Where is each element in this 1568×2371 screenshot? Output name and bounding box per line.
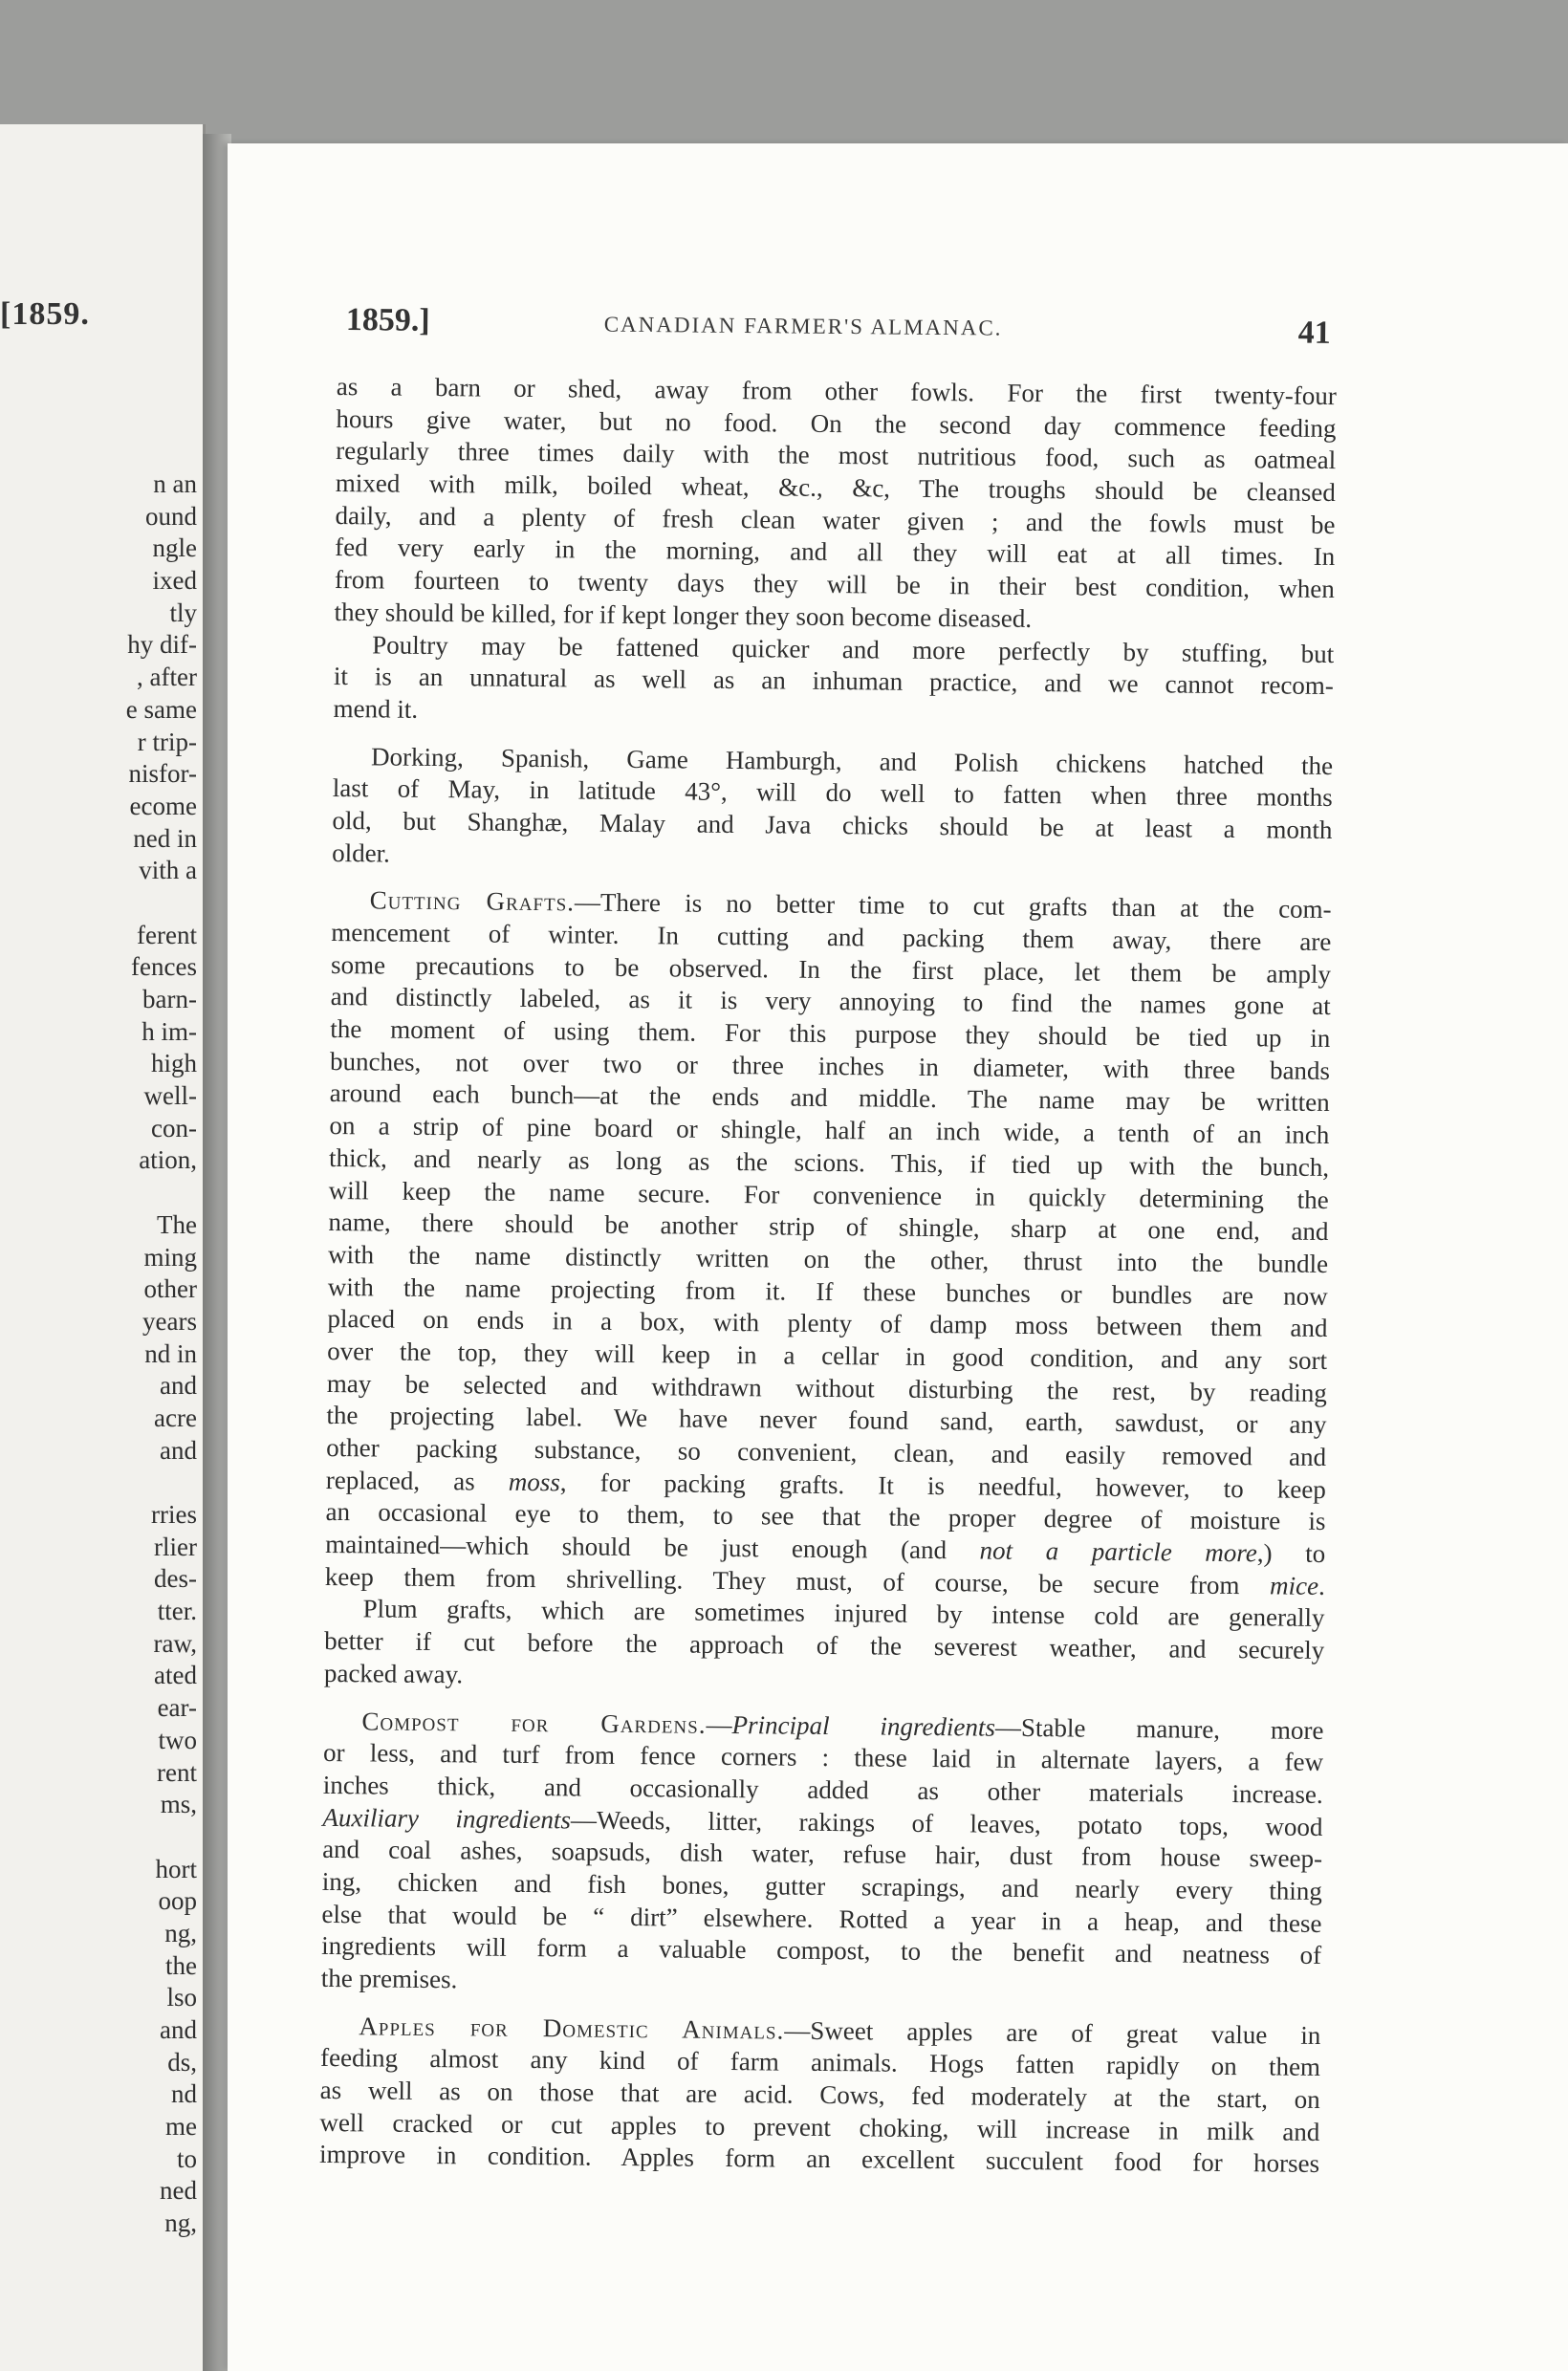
text-line: improve in condition. Apples form an excellent succulent food for horses bbox=[318, 2140, 1320, 2179]
text-line: may be selected and withdrawn without disturbing the rest, by reading bbox=[326, 1368, 1327, 1407]
text-line: the projecting label. We have never found sand, earth, sawdust, or any bbox=[326, 1401, 1327, 1440]
left-fragment-line: other bbox=[143, 1274, 197, 1304]
text-line: Dorking, Spanish, Game Hamburgh, and Polish chickens hatched the bbox=[370, 741, 1334, 780]
text-line: Poultry may be fattened quicker and more perfectly by stuffing, but bbox=[372, 629, 1335, 668]
text-line: on a strip of pine board or shingle, half an inch wide, a tenth of an inch bbox=[329, 1111, 1330, 1150]
left-fragment-line: h im- bbox=[142, 1016, 197, 1046]
left-fragment-line: high bbox=[150, 1049, 197, 1078]
text-line: better if cut before the approach of the severest weather, and securely bbox=[324, 1626, 1325, 1665]
text-line: mencement of winter. In cutting and packing them away, there are bbox=[331, 917, 1332, 957]
left-fragment-line: two bbox=[158, 1725, 197, 1754]
section-heading-cutting-grafts: Cutting Grafts. bbox=[369, 885, 576, 917]
section-cutting-grafts bbox=[325, 884, 1332, 1602]
text-line: they should be killed, for if kept longer they soon become diseased. bbox=[334, 597, 1033, 633]
left-fragment-line bbox=[0, 1821, 197, 1854]
left-fragment-line: vith a bbox=[139, 856, 197, 885]
left-fragment-line: well- bbox=[143, 1081, 197, 1111]
text-line: mend it. bbox=[333, 693, 419, 724]
section-heading-compost: Compost for Gardens. bbox=[361, 1706, 707, 1739]
text-line: last of May, in latitude 43°, will do well to fatten when three months bbox=[332, 773, 1333, 813]
text-line: it is an unnatural as well as an inhuman practice, and we cannot recom- bbox=[333, 662, 1335, 701]
text-line: Plum grafts, which are sometimes injured by intense cold are generally bbox=[362, 1594, 1325, 1633]
text-line: regularly three times daily with the most nutritious food, such as oatmeal bbox=[336, 436, 1337, 475]
text-line: some precautions to be observed. In the first place, let them be amply bbox=[330, 949, 1332, 989]
text-line: and coal ashes, soapsuds, dish water, refuse hair, dust from house sweep- bbox=[322, 1835, 1323, 1874]
left-fragment-line: ated bbox=[154, 1661, 197, 1690]
left-fragment-line: rlier bbox=[154, 1532, 197, 1561]
left-fragment-line: nd bbox=[171, 2079, 197, 2109]
left-fragment-line: nd in bbox=[144, 1338, 197, 1368]
left-fragment-line: nisfor- bbox=[128, 759, 197, 789]
paragraph-plum-grafts bbox=[324, 1593, 1325, 1699]
page-number: 41 bbox=[1297, 315, 1331, 351]
text-line: Apples for Domestic Animals.—Sweet apples are of great value in bbox=[359, 2011, 1321, 2050]
header-year: 1859.] bbox=[345, 302, 430, 338]
section-heading-apples: Apples for Domestic Animals. bbox=[359, 2011, 785, 2045]
text-line: else that would be “ dirt” elsewhere. Rotted a year in a heap, and these bbox=[321, 1899, 1322, 1938]
left-fragment-line: tly bbox=[169, 598, 197, 627]
left-fragment-line: me bbox=[165, 2112, 197, 2142]
text-line: and distinctly labeled, as it is very annoying to find the names gone at bbox=[330, 982, 1331, 1021]
text-line: will keep the name secure. For convenience in quickly determining the bbox=[328, 1175, 1329, 1214]
text-line: Compost for Gardens.—Principal ingredients—Stable manure, more bbox=[361, 1706, 1324, 1745]
text-line: ing, chicken and fish bones, gutter scrapings, and nearly every thing bbox=[321, 1866, 1322, 1905]
text-line: with the name distinctly written on the other, thrust into the bundle bbox=[327, 1239, 1329, 1278]
text-line: the premises. bbox=[320, 1963, 458, 1994]
left-fragment-line: and bbox=[160, 2015, 197, 2044]
header-title: CANADIAN FARMER'S ALMANAC. bbox=[603, 312, 1003, 340]
left-fragment-line: years bbox=[142, 1306, 197, 1336]
text-line: fed very early in the morning, and all they will eat at all times. In bbox=[335, 533, 1336, 572]
text-line: keep them from shrivelling. They must, of course, be secure from mice. bbox=[324, 1561, 1325, 1600]
text-line: Cutting Grafts.—There is no better time to cut grafts than at the com- bbox=[369, 885, 1332, 924]
text-line: as a barn or shed, away from other fowls. For the first twenty-four bbox=[336, 371, 1337, 411]
left-fragment-line bbox=[0, 1177, 197, 1209]
text-line: replaced, as moss, for packing grafts. It is needful, however, to keep bbox=[325, 1465, 1326, 1504]
left-fragment-line: ms, bbox=[160, 1790, 197, 1819]
left-fragment-line: des- bbox=[154, 1564, 197, 1594]
left-fragment-line: and bbox=[160, 1371, 197, 1401]
left-fragment-line: ngle bbox=[152, 533, 197, 563]
text-line: old, but Shanghæ, Malay and Java chicks should be at least a month bbox=[332, 805, 1333, 844]
section-apples-for-domestic-animals bbox=[319, 2011, 1321, 2181]
text-line: over the top, they will keep in a cellar in good condition, and any sort bbox=[327, 1336, 1328, 1375]
left-fragment-line: raw, bbox=[153, 1628, 197, 1658]
text-line: other packing substance, so convenient, clean, and easily removed and bbox=[326, 1432, 1327, 1471]
text-line: the moment of using them. For this purpose they should be tied up in bbox=[330, 1014, 1331, 1054]
paragraph-chicken-breeds bbox=[332, 741, 1333, 880]
left-fragment-line: n an bbox=[153, 469, 197, 498]
left-fragment-line: ferent bbox=[137, 920, 197, 949]
left-fragment-line: ng, bbox=[164, 2208, 197, 2238]
text-line: daily, and a plenty of fresh clean water given ; and the fowls must be bbox=[335, 500, 1336, 539]
text-line: mixed with milk, boiled wheat, &c., &c, The troughs should be cleansed bbox=[335, 468, 1336, 508]
text-line: maintained—which should be just enough (and not a particle more,) to bbox=[325, 1530, 1326, 1569]
left-fragment-line: oop bbox=[158, 1886, 197, 1916]
text-line: ingredients will form a valuable compost, to the benefit and neatness of bbox=[321, 1931, 1322, 1970]
left-fragment-line: con- bbox=[151, 1113, 197, 1142]
left-fragment-line: The bbox=[157, 1209, 197, 1239]
left-page-header: [1859. bbox=[0, 296, 90, 332]
text-line: Auxiliary ingredients—Weeds, litter, rakings of leaves, potato tops, wood bbox=[322, 1802, 1323, 1841]
left-fragment-line: ng, bbox=[164, 1918, 197, 1947]
left-fragment-line bbox=[0, 887, 197, 920]
left-fragment-line: acre bbox=[154, 1403, 197, 1432]
left-fragment-line: ation, bbox=[139, 1145, 197, 1175]
left-fragment-line: ear- bbox=[157, 1693, 197, 1723]
left-fragment-line: tter. bbox=[157, 1597, 197, 1626]
left-fragment-line: ecome bbox=[129, 791, 197, 820]
text-line: placed on ends in a box, with plenty of damp moss between them and bbox=[327, 1304, 1328, 1343]
text-line: from fourteen to twenty days they will be in their best condition, when bbox=[334, 565, 1336, 604]
left-fragment-line: the bbox=[165, 1950, 197, 1980]
left-fragment-line: rries bbox=[151, 1500, 197, 1529]
text-line: inches thick, and occasionally added as other materials increase. bbox=[322, 1770, 1323, 1809]
left-fragment-line: ming bbox=[143, 1242, 197, 1272]
left-fragment-line: ned in bbox=[133, 823, 197, 853]
left-fragment-line: barn- bbox=[142, 985, 197, 1013]
section-compost-for-gardens bbox=[321, 1705, 1324, 2004]
left-fragment-line: e same bbox=[125, 694, 197, 724]
text-line: feeding almost any kind of farm animals. Hogs fatten rapidly on them bbox=[319, 2043, 1321, 2082]
left-fragment-line: and bbox=[160, 1435, 197, 1465]
text-line: with the name projecting from it. If these bunches or bundles are now bbox=[327, 1272, 1328, 1311]
text-line: hours give water, but no food. On the second day commence feeding bbox=[336, 403, 1337, 443]
left-fragment-line: rent bbox=[157, 1757, 197, 1787]
left-fragment-line: r trip- bbox=[137, 727, 197, 756]
left-fragment-line: fences bbox=[131, 952, 197, 982]
left-fragment-line: to bbox=[176, 2143, 197, 2173]
left-fragment-line: ixed bbox=[152, 566, 197, 596]
text-line: name, there should be another strip of shingle, sharp at one end, and bbox=[328, 1207, 1329, 1247]
text-line: well cracked or cut apples to prevent choking, will increase in milk and bbox=[319, 2107, 1320, 2146]
paragraph-stuffing bbox=[333, 628, 1334, 734]
left-fragment-line: hort bbox=[155, 1854, 197, 1883]
left-fragment-line: hy dif- bbox=[127, 630, 197, 660]
text-line: around each bunch—at the ends and middle. The name may be written bbox=[329, 1078, 1330, 1118]
left-fragment-line bbox=[0, 1467, 197, 1499]
text-line: packed away. bbox=[323, 1658, 464, 1689]
left-fragment-line: ned bbox=[160, 2176, 197, 2206]
text-line: or less, and turf from fence corners : these laid in alternate layers, a few bbox=[322, 1738, 1324, 1777]
text-line: as well as on those that are acid. Cows, fed moderately at the start, on bbox=[319, 2075, 1320, 2115]
left-fragment-line: , after bbox=[137, 663, 197, 692]
left-fragment-line: ds, bbox=[167, 2047, 197, 2077]
text-line: older. bbox=[332, 837, 391, 868]
page-body bbox=[319, 371, 1337, 2181]
text-line: an occasional eye to them, to see that the proper degree of moisture is bbox=[325, 1497, 1326, 1536]
text-line: bunches, not over two or three inches in diameter, with three bands bbox=[329, 1046, 1331, 1085]
left-fragment-line: ound bbox=[145, 501, 197, 531]
left-fragment-line: lso bbox=[166, 1983, 197, 2012]
left-page bbox=[0, 124, 206, 2371]
text-line: thick, and nearly as long as the scions. This, if tied up with the bunch, bbox=[328, 1142, 1330, 1182]
left-page-text-fragments bbox=[0, 468, 203, 2240]
paragraph-fattening-fowls bbox=[334, 371, 1337, 639]
